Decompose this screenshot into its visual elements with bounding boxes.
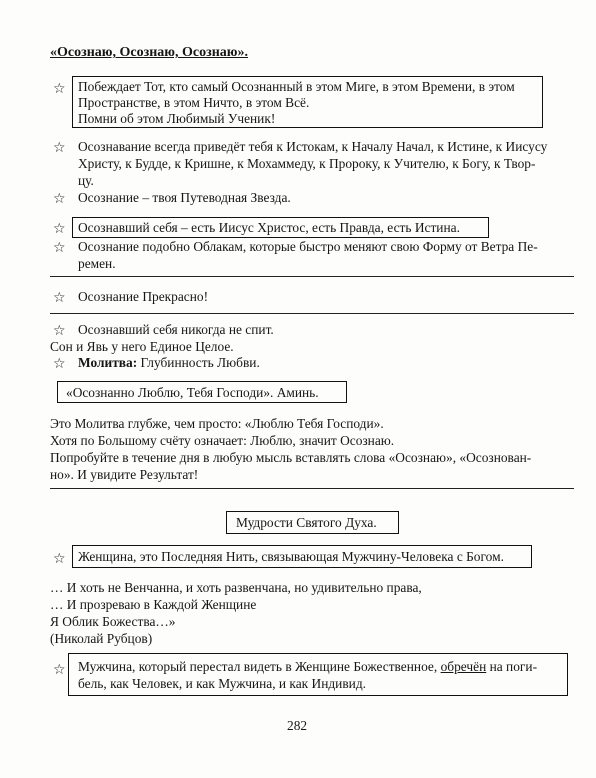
poem-line: … И хоть не Венчанна, и хоть развенчана, но удивительно права,	[50, 580, 422, 595]
page-title: «Осознаю, Осознаю, Осознаю».	[50, 45, 248, 60]
star-icon: ☆	[53, 551, 66, 567]
page-number: 282	[287, 718, 308, 733]
prayer-text: Глубинность Любви.	[137, 355, 260, 370]
prayer-label: Молитва:	[78, 355, 138, 370]
quote-line: Пространстве, в этом Ничто, в этом Всё.	[78, 95, 310, 110]
underlined-word: обречён	[440, 659, 487, 674]
quote-line: ремен.	[78, 256, 116, 271]
quote-line: Женщина, это Последняя Нить, связывающая Мужчину-Человека с Богом.	[78, 549, 504, 564]
quote-part: Мужчина, который перестал видеть в Женщине Божественное,	[78, 659, 441, 674]
quote-line: Осознание Прекрасно!	[78, 289, 209, 304]
poem-line: … И прозреваю в Каждой Женщине	[50, 597, 257, 612]
quote-line: Осознание – твоя Путеводная Звезда.	[78, 190, 291, 205]
quote-line: бель, как Человек, и как Мужчина, и как Индивид.	[78, 676, 366, 691]
star-icon: ☆	[53, 140, 66, 156]
quote-line: Помни об этом Любимый Ученик!	[78, 111, 276, 126]
paragraph-line: Хотя по Большому счёту означает: Люблю, значит Осознаю.	[50, 433, 395, 448]
paragraph-line: но». И увидите Результат!	[50, 467, 199, 482]
quote-line: Побеждает Тот, кто самый Осознанный в этом Миге, в этом Времени, в этом	[78, 79, 515, 94]
star-icon: ☆	[53, 290, 66, 306]
star-icon: ☆	[53, 323, 66, 339]
star-icon: ☆	[53, 191, 66, 207]
quote-part: на поги-	[486, 659, 538, 674]
quote-line: цу.	[78, 173, 94, 188]
quote-line: Осознание подобно Облакам, которые быстро меняют свою Форму от Ветра Пе-	[78, 239, 538, 254]
divider	[50, 276, 574, 277]
prayer-line	[78, 354, 260, 371]
quote-line: Осознавание всегда приведёт тебя к Истокам, к Началу Начал, к Истине, к Иисусу	[78, 139, 548, 154]
paragraph-line: Это Молитва глубже, чем просто: «Люблю Тебя Господи».	[50, 416, 384, 431]
star-icon: ☆	[53, 356, 66, 372]
divider	[50, 488, 574, 489]
divider	[50, 313, 574, 314]
section-title: Мудрости Святого Духа.	[236, 515, 377, 530]
quote-line	[78, 658, 537, 675]
poem-author: (Николай Рубцов)	[50, 631, 153, 646]
star-icon: ☆	[53, 240, 66, 256]
quote-line: Осознавший себя никогда не спит.	[78, 322, 274, 337]
paragraph-line: Попробуйте в течение дня в любую мысль вставлять слова «Осознаю», «Осознован-	[50, 450, 532, 465]
prayer-box-text: «Осознанно Люблю, Тебя Господи». Аминь.	[66, 385, 319, 400]
star-icon: ☆	[53, 81, 66, 97]
poem-line: Я Облик Божества…»	[50, 614, 176, 629]
star-icon: ☆	[53, 221, 66, 237]
quote-line: Христу, к Будде, к Кришне, к Мохаммеду, к Пророку, к Учителю, к Богу, к Твор-	[78, 156, 536, 171]
quote-line: Осознавший себя – есть Иисус Христос, есть Правда, есть Истина.	[78, 220, 460, 235]
star-icon: ☆	[53, 662, 66, 678]
quote-line: Сон и Явь у него Единое Целое.	[50, 339, 234, 354]
